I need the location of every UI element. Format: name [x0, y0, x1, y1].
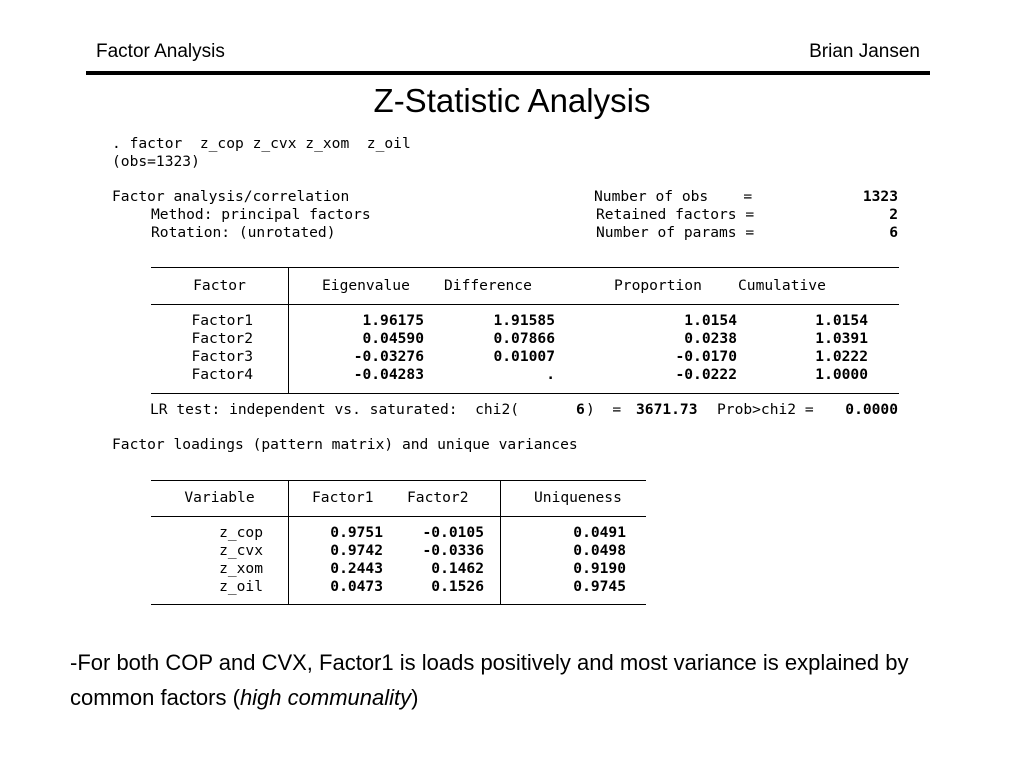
loadings-cell-variable: z_xom [219, 560, 263, 577]
header-divider [86, 71, 930, 75]
loadings-divider-2 [500, 480, 501, 604]
lr-test-prob-label: Prob>chi2 = [717, 401, 814, 418]
header-left-title: Factor Analysis [96, 41, 225, 62]
loadings-cell-factor2: -0.0105 [422, 524, 484, 541]
eigen-header-eigenvalue: Eigenvalue [322, 277, 410, 294]
summary-method-title: Factor analysis/correlation [112, 188, 350, 205]
lr-test-df: 6 [576, 401, 585, 418]
summary-value-obs: 1323 [862, 188, 898, 205]
eigen-cell-proportion: -0.0222 [675, 366, 737, 383]
lr-test-equals: ) = [586, 401, 622, 418]
loadings-header-uniqueness: Uniqueness [534, 489, 622, 506]
loadings-cell-factor2: 0.1526 [431, 578, 484, 595]
eigen-cell-proportion: 1.0154 [684, 312, 737, 329]
eigen-header-proportion: Proportion [614, 277, 702, 294]
loadings-rule-header [151, 516, 646, 517]
loadings-cell-variable: z_oil [219, 578, 263, 595]
eigen-cell-factor: Factor1 [191, 312, 253, 329]
header-author: Brian Jansen [809, 41, 920, 62]
summary-label-factors: Retained factors = [596, 206, 755, 223]
loadings-cell-uniqueness: 0.9190 [573, 560, 626, 577]
loadings-header-factor2: Factor2 [407, 489, 469, 506]
eigen-column-divider [288, 267, 289, 393]
eigen-header-factor: Factor [193, 277, 246, 294]
eigen-cell-proportion: 0.0238 [684, 330, 737, 347]
eigen-cell-cumulative: 1.0222 [815, 348, 868, 365]
eigen-header-cumulative: Cumulative [738, 277, 826, 294]
eigen-cell-eigenvalue: 1.96175 [362, 312, 424, 329]
loadings-cell-variable: z_cop [219, 524, 263, 541]
eigen-cell-difference: 0.07866 [493, 330, 555, 347]
loadings-rule-bottom [151, 604, 646, 605]
loadings-cell-variable: z_cvx [219, 542, 263, 559]
eigen-rule-header [151, 304, 899, 305]
eigen-cell-proportion: -0.0170 [675, 348, 737, 365]
loadings-cell-uniqueness: 0.0498 [573, 542, 626, 559]
eigen-rule-top [151, 267, 899, 268]
note-italic: high communality [239, 685, 412, 710]
loadings-cell-factor2: -0.0336 [422, 542, 484, 559]
eigen-cell-cumulative: 1.0391 [815, 330, 868, 347]
summary-label-obs: Number of obs = [594, 188, 753, 205]
obs-line: (obs=1323) [112, 153, 200, 170]
note-close: ) [411, 685, 419, 710]
eigen-cell-cumulative: 1.0000 [815, 366, 868, 383]
summary-label-params: Number of params = [596, 224, 755, 241]
eigen-cell-cumulative: 1.0154 [815, 312, 868, 329]
command-line: . factor z_cop z_cvx z_xom z_oil [112, 135, 411, 152]
loadings-cell-factor1: 0.2443 [330, 560, 383, 577]
eigen-cell-eigenvalue: 0.04590 [362, 330, 424, 347]
summary-rotation: Rotation: (unrotated) [151, 224, 336, 241]
eigen-cell-difference: . [546, 366, 555, 383]
eigen-cell-factor: Factor2 [191, 330, 253, 347]
eigen-rule-bottom [151, 393, 899, 394]
eigen-cell-factor: Factor3 [191, 348, 253, 365]
note-text: -For both COP and CVX, Factor1 is loads positively and most variance is explained by common factors ( [70, 650, 909, 710]
loadings-header-variable: Variable [184, 489, 255, 506]
loadings-cell-uniqueness: 0.0491 [573, 524, 626, 541]
slide-title: Z-Statistic Analysis [373, 82, 651, 119]
summary-value-factors: 2 [889, 206, 898, 223]
loadings-divider-1 [288, 480, 289, 604]
loadings-header-factor1: Factor1 [312, 489, 374, 506]
lr-test-label: LR test: independent vs. saturated: chi2( [150, 401, 520, 418]
eigen-header-difference: Difference [444, 277, 532, 294]
eigen-cell-difference: 1.91585 [493, 312, 555, 329]
summary-method: Method: principal factors [151, 206, 371, 223]
loadings-cell-uniqueness: 0.9745 [573, 578, 626, 595]
eigen-cell-eigenvalue: -0.03276 [353, 348, 424, 365]
loadings-cell-factor2: 0.1462 [431, 560, 484, 577]
loadings-cell-factor1: 0.0473 [330, 578, 383, 595]
lr-test-chi2: 3671.73 [636, 401, 698, 418]
eigen-cell-difference: 0.01007 [493, 348, 555, 365]
summary-value-params: 6 [889, 224, 898, 241]
loadings-cell-factor1: 0.9751 [330, 524, 383, 541]
loadings-rule-top [151, 480, 646, 481]
loadings-cell-factor1: 0.9742 [330, 542, 383, 559]
lr-test-prob: 0.0000 [845, 401, 898, 418]
eigen-cell-factor: Factor4 [191, 366, 253, 383]
eigen-cell-eigenvalue: -0.04283 [353, 366, 424, 383]
conclusion-note [70, 645, 970, 715]
loadings-title: Factor loadings (pattern matrix) and unique variances [112, 436, 578, 453]
